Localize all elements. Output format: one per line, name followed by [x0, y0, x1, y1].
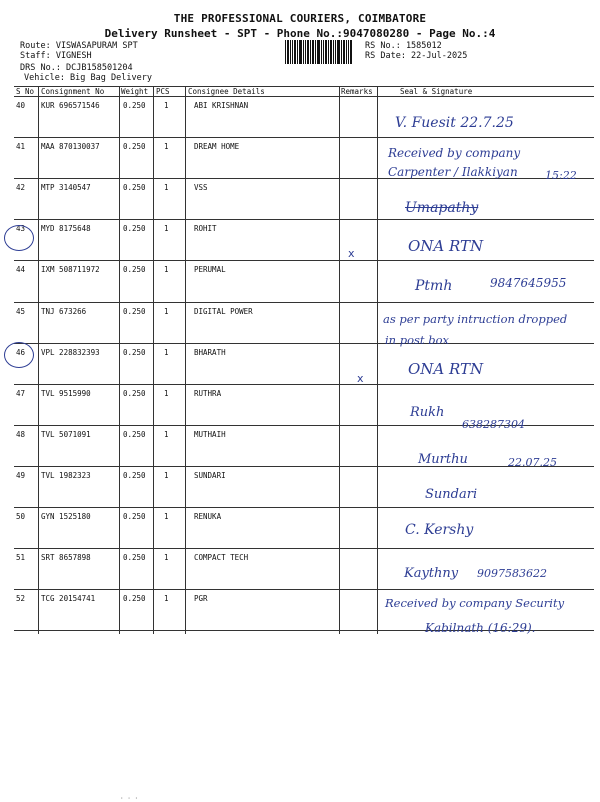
col-header-pcs: PCS	[156, 87, 170, 96]
rs-number: RS No.: 1585012	[365, 41, 442, 51]
cell-weight: 0.250	[123, 553, 146, 563]
footer-dots: · · ·	[120, 795, 139, 802]
cell-consignee: PERUMAL	[194, 265, 226, 275]
cell-sno: 52	[16, 594, 26, 604]
handwritten-note: Carpenter / Ilakkiyan	[388, 165, 518, 179]
cell-weight: 0.250	[123, 224, 146, 234]
cell-consignee: MUTHAIH	[194, 429, 226, 439]
cell-pcs: 1	[164, 553, 169, 563]
circled-row-mark	[4, 225, 34, 251]
cell-weight: 0.250	[123, 347, 146, 357]
drs-number: DRS No.: DCJB158501204	[20, 63, 133, 73]
row-rule	[14, 302, 594, 303]
cell-pcs: 1	[164, 306, 169, 316]
row-rule	[14, 548, 594, 549]
cell-sno: 47	[16, 388, 26, 398]
circled-row-mark	[4, 342, 34, 368]
cell-consignment: MAA 870130037	[41, 142, 100, 152]
runsheet-subtitle: Delivery Runsheet - SPT - Phone No.:9047080280 - Page No.:4	[104, 27, 496, 40]
row-rule	[14, 466, 594, 467]
handwritten-signature: Ptmh	[415, 278, 453, 294]
rs-date: RS Date: 22-Jul-2025	[365, 51, 468, 61]
handwritten-note: Received by company	[388, 146, 521, 160]
cell-sno: 43	[16, 224, 26, 234]
cell-consignment: VPL 228832393	[41, 347, 100, 357]
cell-consignment: TVL 9515990	[41, 388, 91, 398]
cell-consignee: PGR	[194, 594, 208, 604]
barcode-icon	[285, 40, 353, 64]
cell-pcs: 1	[164, 512, 169, 521]
cell-consignment: IXM 508711972	[41, 265, 100, 275]
handwritten-phone: 638287304	[462, 418, 525, 431]
cell-weight: 0.250	[123, 429, 146, 439]
col-header-seal: Seal & Signature	[400, 87, 473, 96]
route-label: Route: VISWASAPURAM SPT	[20, 41, 138, 51]
runsheet-title: THE PROFESSIONAL COURIERS, COIMBATORE	[173, 12, 427, 25]
cell-consignee: ROHIT	[194, 224, 217, 234]
handwritten-signature: Murthu	[418, 452, 468, 467]
row-rule	[14, 260, 594, 261]
handwritten-signature: C. Kershy	[405, 522, 474, 538]
cell-sno: 42	[16, 183, 26, 193]
cell-consignee: DREAM HOME	[194, 142, 240, 152]
column-divider	[38, 86, 39, 634]
column-divider	[339, 86, 340, 634]
cell-pcs: 1	[164, 101, 169, 110]
cell-consignment: GYN 1525180	[41, 512, 91, 521]
cell-weight: 0.250	[123, 265, 146, 275]
cell-consignment: SRT 8657898	[41, 553, 91, 563]
vehicle-label: Vehicle: Big Bag Delivery	[24, 73, 152, 83]
cell-sno: 46	[16, 347, 26, 357]
cell-pcs: 1	[164, 265, 169, 275]
cell-consignee: BHARATH	[194, 347, 226, 357]
cell-weight: 0.250	[123, 142, 146, 152]
cell-sno: 41	[16, 142, 26, 152]
cell-sno: 44	[16, 265, 26, 275]
cell-pcs: 1	[164, 183, 169, 193]
cell-pcs: 1	[164, 388, 169, 398]
cell-consignment: KUR 696571546	[41, 101, 100, 110]
row-rule	[14, 219, 594, 220]
handwritten-phone: 9847645955	[490, 276, 567, 290]
col-header-weight: Weight	[121, 87, 149, 96]
cell-consignment: MTP 3140547	[41, 183, 91, 193]
handwritten-note: Kabilnath (16:29).	[425, 621, 536, 635]
handwritten-signature: Sundari	[425, 487, 478, 502]
col-header-consignment: Consignment No	[41, 87, 105, 96]
cell-pcs: 1	[164, 142, 169, 152]
col-header-sno: S No	[16, 87, 35, 96]
col-header-remarks: Remarks	[341, 87, 373, 96]
remark-x-mark: x	[357, 372, 364, 385]
cell-consignee: COMPACT TECH	[194, 553, 249, 563]
cell-consignee: RENUKA	[194, 512, 222, 521]
cell-sno: 48	[16, 429, 26, 439]
handwritten-status: ONA RTN	[408, 237, 484, 255]
row-rule	[14, 507, 594, 508]
handwritten-date: 22.07.25	[508, 456, 557, 469]
cell-sno: 45	[16, 306, 26, 316]
row-rule	[14, 137, 594, 138]
cell-consignee: RUTHRA	[194, 388, 222, 398]
handwritten-time: 15:22	[545, 169, 577, 182]
cell-consignee: DIGITAL POWER	[194, 306, 253, 316]
cell-consignment: TVL 1982323	[41, 470, 91, 480]
cell-sno: 49	[16, 470, 26, 480]
cell-weight: 0.250	[123, 388, 146, 398]
cell-consignee: VSS	[194, 183, 208, 193]
cell-weight: 0.250	[123, 183, 146, 193]
cell-consignment: TNJ 673266	[41, 306, 87, 316]
handwritten-signature: Rukh	[410, 405, 445, 420]
cell-weight: 0.250	[123, 101, 146, 110]
cell-pcs: 1	[164, 347, 169, 357]
cell-consignment: TCG 20154741	[41, 594, 96, 604]
cell-pcs: 1	[164, 594, 169, 604]
cell-weight: 0.250	[123, 512, 146, 521]
column-divider	[153, 86, 154, 634]
cell-weight: 0.250	[123, 306, 146, 316]
handwritten-signature: Umapathy	[405, 200, 479, 216]
row-rule	[14, 343, 594, 344]
handwritten-note: in post box	[385, 333, 449, 347]
column-divider	[377, 86, 378, 634]
column-divider	[185, 86, 186, 634]
cell-sno: 40	[16, 101, 26, 110]
cell-weight: 0.250	[123, 594, 146, 604]
handwritten-status: ONA RTN	[408, 360, 484, 378]
cell-sno: 50	[16, 512, 26, 521]
row-rule	[14, 589, 594, 590]
cell-pcs: 1	[164, 429, 169, 439]
column-divider	[119, 86, 120, 634]
cell-consignee: SUNDARI	[194, 470, 226, 480]
table-header-rule	[14, 96, 594, 97]
handwritten-signature: V. Fuesit 22.7.25	[395, 115, 514, 131]
cell-sno: 51	[16, 553, 26, 563]
cell-pcs: 1	[164, 224, 169, 234]
cell-weight: 0.250	[123, 470, 146, 480]
handwritten-note: Received by company Security	[385, 596, 565, 610]
cell-consignee: ABI KRISHNAN	[194, 101, 249, 110]
remark-x-mark: x	[348, 247, 355, 260]
handwritten-phone: 9097583622	[477, 567, 547, 580]
handwritten-signature: Kaythny	[404, 566, 459, 581]
row-rule	[14, 384, 594, 385]
staff-label: Staff: VIGNESH	[20, 51, 92, 61]
col-header-consignee: Consignee Details	[188, 87, 265, 96]
handwritten-note: as per party intruction dropped	[383, 312, 568, 326]
cell-pcs: 1	[164, 470, 169, 480]
cell-consignment: MYD 8175648	[41, 224, 91, 234]
cell-consignment: TVL 5071091	[41, 429, 91, 439]
